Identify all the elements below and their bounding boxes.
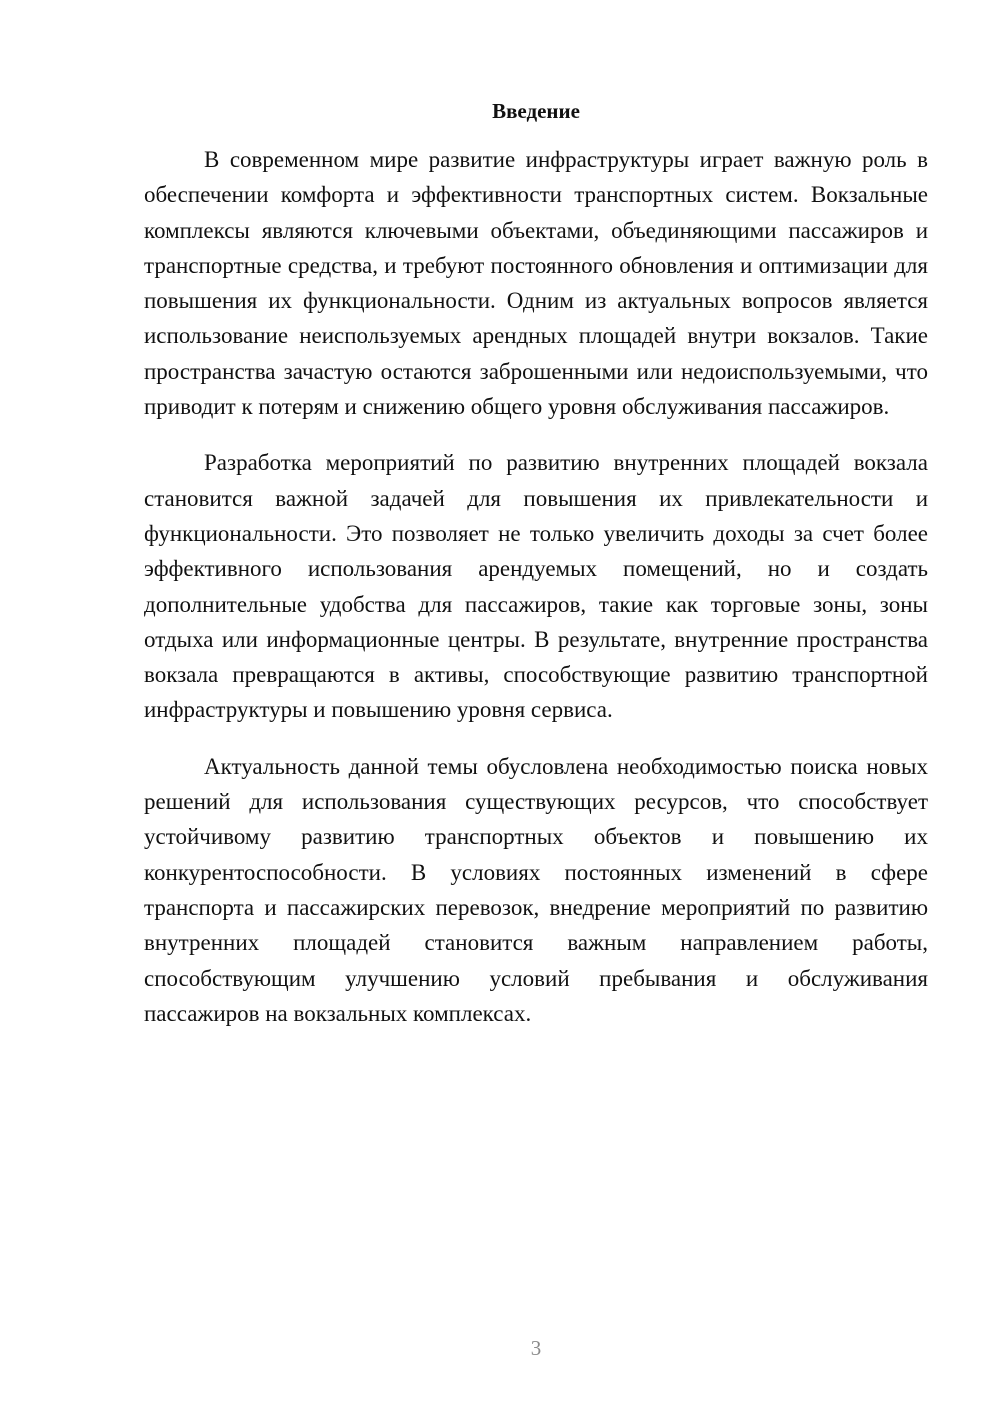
paragraph-1: В современном мире развитие инфраструктуры играет важную роль в обеспечении комфорта и эффективности транспортных систем. Вокзальные комплексы являются ключевыми объектами, объединяющими пассажиров и транспортные средства, и требуют постоянного обновления и оптимизации для повышения их функциональности. Одним из актуальных вопросов является использование неиспользуемых арендных площадей внутри вокзалов. Такие пространства зачастую остаются заброшенными или недоиспользуемыми, что приводит к потерям и снижению общего уровня обслуживания пассажиров. xyxy=(144,147,928,420)
page-number: 3 xyxy=(530,1336,542,1360)
body-text xyxy=(144,142,928,1031)
paragraph-3: Актуальность данной темы обусловлена необходимостью поиска новых решений для использования существующих ресурсов, что способствует устойчивому развитию транспортных объектов и повышению их конкурентоспособности. В условиях постоянных изменений в сфере транспорта и пассажирских перевозок, внедрение мероприятий по развитию внутренних площадей становится важным направлением работы, способствующим улучшению условий пребывания и обслуживания пассажиров на вокзальных комплексах. xyxy=(144,753,928,1026)
paragraph-2: Разработка мероприятий по развитию внутренних площадей вокзала становится важной задачей для повышения их привлекательности и функциональности. Это позволяет не только увеличить доходы за счет более эффективного использования арендуемых помещений, но и создать дополнительные удобства для пассажиров, такие как торговые зоны, зоны отдыха или информационные центры. В результате, внутренние пространства вокзала превращаются в активы, способствующие развитию транспортной инфраструктуры и повышению уровня сервиса. xyxy=(144,450,928,723)
section-title: Введение xyxy=(492,99,580,123)
